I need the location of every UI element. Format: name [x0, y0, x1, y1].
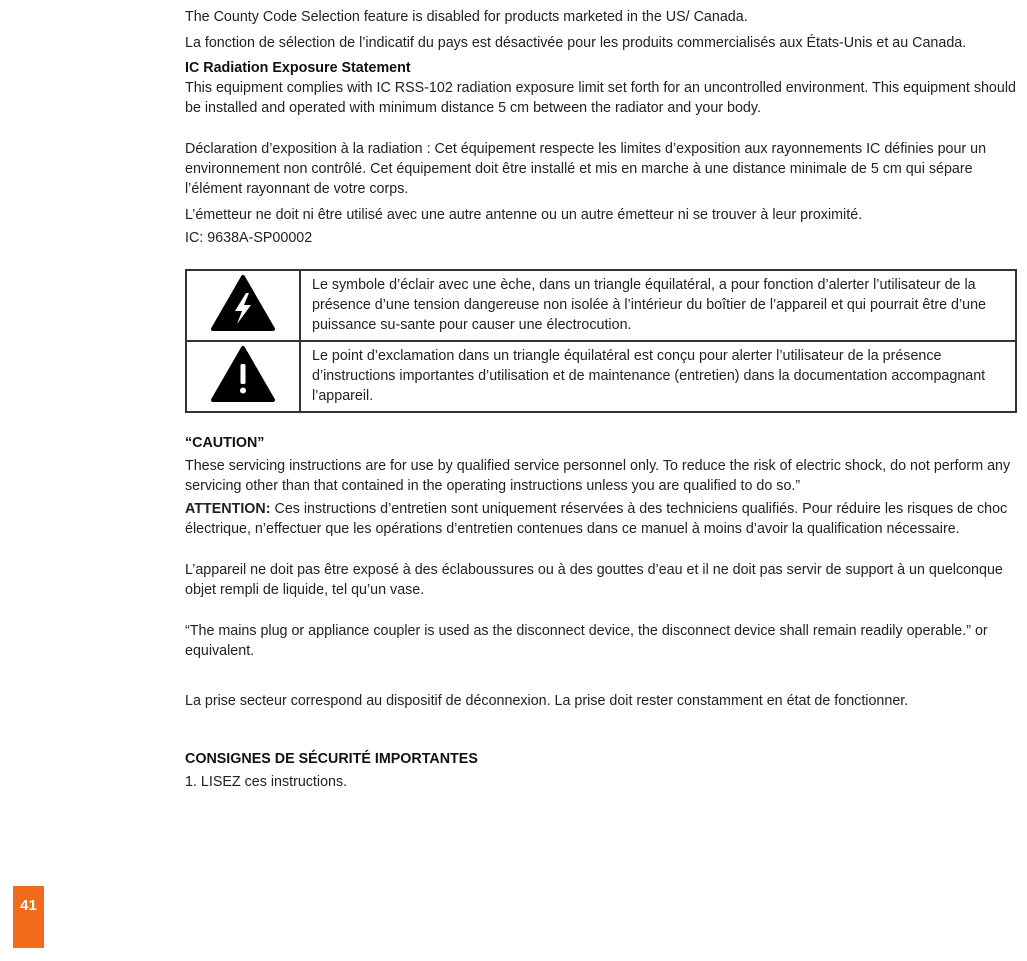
ic-antenna-fr: L’émetteur ne doit ni être utilisé avec une autre antenne ou un autre émetteur ni se trouver à leur proximité.	[185, 207, 863, 223]
ic-radiation-fr: Déclaration d’exposition à la radiation : Cet équipement respecte les limites d’exposition aux rayonnements IC définies pour un environnement non contrôlé. Cet équipement doit être installé et mis en marche à une distance minimale de 5 cm qui sépare l’élément rayonnant de votre corps.	[185, 141, 987, 197]
attention-paragraph	[185, 499, 1017, 539]
lightning-triangle-icon	[210, 274, 276, 332]
country-code-fr: La fonction de sélection de l’indicatif du pays est désactivée pour les produits commercialisés aux États-Unis et au Canada.	[185, 35, 967, 51]
page-content	[185, 7, 1017, 792]
warning-icon-cell	[186, 270, 300, 341]
warning-text: Le point d’exclamation dans un triangle équilatéral est conçu pour alerter l’utilisateur de la présence d’instructions importantes d’utilisation et de maintenance (entretien) dans la documentation accompagnant l’appareil.	[300, 341, 1016, 412]
country-code-en: The County Code Selection feature is disabled for products marketed in the US/ Canada.	[185, 9, 748, 25]
warning-icon-cell	[186, 341, 300, 412]
warning-row	[186, 341, 1016, 412]
mains-plug-fr: La prise secteur correspond au dispositif de déconnexion. La prise doit rester constamment en état de fonctionner.	[185, 693, 909, 709]
warning-row	[186, 270, 1016, 341]
caution-en: These servicing instructions are for use by qualified service personnel only. To reduce the risk of electric shock, do not perform any servicing other than that contained in the operating instructions unless you are qualified to do so.”	[185, 458, 1011, 494]
safety-item-1: 1. LISEZ ces instructions.	[185, 774, 348, 790]
ic-radiation-en: This equipment complies with IC RSS-102 radiation exposure limit set forth for an uncontrolled environment. This equipment should be installed and operated with minimum distance 5 cm between the radiator and your body.	[185, 80, 1016, 116]
attention-label: ATTENTION:	[185, 501, 271, 517]
caution-heading: “CAUTION”	[185, 435, 265, 451]
ic-id: IC: 9638A-SP00002	[185, 230, 313, 246]
attention-text: Ces instructions d’entretien sont uniquement réservées à des techniciens qualifiés. Pour réduire les risques de choc électrique, n’effectuer que les opérations d’entretien contenues dans ce manuel à moins d’avoir la qualification nécessaire.	[185, 501, 1008, 537]
exclamation-triangle-icon	[210, 345, 276, 403]
page-number: 41	[13, 886, 44, 948]
mains-plug-en: “The mains plug or appliance coupler is used as the disconnect device, the disconnect device shall remain readily operable.” or equivalent.	[185, 623, 988, 659]
safety-heading: CONSIGNES DE SÉCURITÉ IMPORTANTES	[185, 751, 478, 767]
ic-radiation-heading: IC Radiation Exposure Statement	[185, 60, 411, 76]
warning-text: Le symbole d’éclair avec une èche, dans un triangle équilatéral, a pour fonction d’alerter l’utilisateur de la présence d’une tension dangereuse non isolée à l’intérieur du boîtier de l’appareil et qui pourrait être d’une puissance su-sante pour causer une électrocution.	[300, 270, 1016, 341]
warning-symbols-table	[185, 269, 1017, 413]
splash-warning: L’appareil ne doit pas être exposé à des éclaboussures ou à des gouttes d’eau et il ne doit pas servir de support à un quelconque objet rempli de liquide, tel qu’un vase.	[185, 562, 1003, 598]
